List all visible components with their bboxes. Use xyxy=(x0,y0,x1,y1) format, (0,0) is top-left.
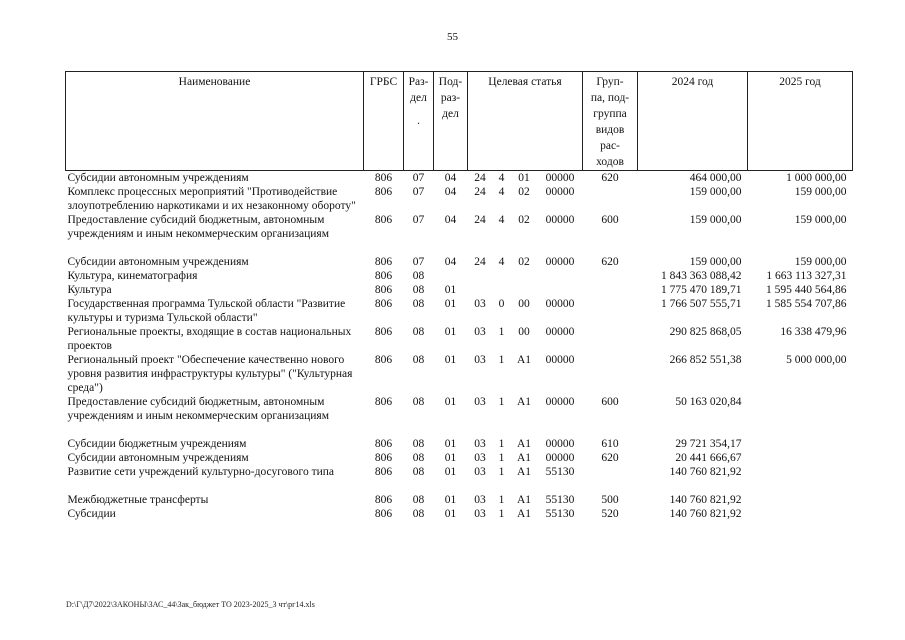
row-target-program: 03 xyxy=(474,326,486,338)
footer-file-path: D:\Г\Д7\2022\ЗАКОНЫ\ЗАС_44\Зак_бюджет ТО 2023-2025_3 чт\рг14.xls xyxy=(66,600,315,609)
row-target-program: 24 xyxy=(474,214,486,226)
row-target-type: 4 xyxy=(498,214,505,226)
row-amount-2025: 1 663 113 327,31 xyxy=(766,270,847,282)
row-razdel: 08 xyxy=(412,354,425,366)
row-expense-group: 500 xyxy=(601,494,619,506)
row-amount-2025 xyxy=(748,423,853,451)
row-expense-group xyxy=(583,353,638,395)
table-row xyxy=(66,325,853,353)
row-podrazdel: 01 xyxy=(444,494,457,506)
table-row xyxy=(66,213,853,241)
table-row xyxy=(66,507,853,521)
row-amount-2024: 290 825 868,05 xyxy=(669,326,742,338)
row-amount-2024: 20 441 666,67 xyxy=(675,452,742,464)
row-grbs: 806 xyxy=(374,508,393,520)
row-target-code: 55130 xyxy=(545,494,575,506)
table-row xyxy=(66,297,853,325)
row-razdel: 08 xyxy=(412,466,425,478)
row-podrazdel: 01 xyxy=(444,438,457,450)
table-row xyxy=(66,171,853,186)
row-amount-2024: 159 000,00 xyxy=(689,186,742,198)
table-row xyxy=(66,479,853,507)
row-name: Субсидии автономным учреждениям xyxy=(67,452,249,464)
row-target-code: 00000 xyxy=(545,452,575,464)
table-header-row xyxy=(66,72,853,171)
row-amount-2024: 29 721 354,17 xyxy=(675,438,742,450)
row-amount-2024: 50 163 020,84 xyxy=(675,396,742,408)
row-razdel: 08 xyxy=(412,508,425,520)
table-row xyxy=(66,185,853,213)
row-target-item: А1 xyxy=(516,452,532,464)
row-expense-group: 600 xyxy=(601,396,619,408)
row-expense-group xyxy=(583,283,638,297)
row-target-type: 1 xyxy=(498,326,505,338)
row-target-code: 55130 xyxy=(545,508,575,520)
row-amount-2024: 140 760 821,92 xyxy=(669,508,742,520)
row-amount-2025: 1 585 554 707,86 xyxy=(766,298,847,310)
table-row xyxy=(66,465,853,479)
row-name: Региональные проекты, входящие в состав национальных проектов xyxy=(67,326,352,352)
row-amount-2024: 159 000,00 xyxy=(689,256,742,268)
row-amount-2025: 5 000 000,00 xyxy=(786,354,847,366)
row-amount-2025 xyxy=(748,465,853,479)
table-row xyxy=(66,353,853,395)
row-target-program: 03 xyxy=(474,298,486,310)
row-amount-2024: 1 775 470 189,71 xyxy=(661,284,742,296)
row-expense-group: 520 xyxy=(601,508,619,520)
row-name: Субсидии xyxy=(67,508,116,520)
row-expense-group xyxy=(583,269,638,283)
row-target-type: 4 xyxy=(498,186,505,198)
row-target-type: 1 xyxy=(498,396,505,408)
row-expense-group xyxy=(583,297,638,325)
row-razdel: 08 xyxy=(412,396,425,408)
row-target-program: 24 xyxy=(474,256,486,268)
row-target-program: 24 xyxy=(474,172,486,184)
row-target-item: А1 xyxy=(516,354,532,366)
table-row xyxy=(66,269,853,283)
table-row xyxy=(66,423,853,451)
row-name: Субсидии автономным учреждениям xyxy=(67,256,249,268)
row-razdel: 07 xyxy=(412,186,425,198)
header-2025: 2025 год xyxy=(748,72,853,171)
row-podrazdel: 04 xyxy=(444,214,457,226)
row-target-program: 03 xyxy=(474,438,486,450)
row-name: Культура xyxy=(67,284,112,296)
row-target-item xyxy=(511,283,538,297)
row-target-type: 1 xyxy=(498,438,505,450)
header-target-article: Целевая статья xyxy=(468,72,583,171)
table-row xyxy=(66,395,853,423)
row-amount-2024: 464 000,00 xyxy=(689,172,742,184)
row-podrazdel: 04 xyxy=(444,256,457,268)
row-target-type: 0 xyxy=(498,298,505,310)
row-name: Комплекс процессных мероприятий "Противодействие злоупотреблению наркотиками и их незаконному обороту" xyxy=(67,186,356,212)
row-target-type: 1 xyxy=(498,452,505,464)
row-target-code: 00000 xyxy=(545,298,575,310)
row-podrazdel: 01 xyxy=(444,466,457,478)
row-expense-group xyxy=(583,185,638,213)
row-target-type xyxy=(493,269,511,283)
row-target-item: 01 xyxy=(518,172,530,184)
row-razdel: 08 xyxy=(412,452,425,464)
row-razdel: 08 xyxy=(412,326,425,338)
row-target-program: 03 xyxy=(474,508,486,520)
row-name: Межбюджетные трансферты xyxy=(67,494,209,506)
row-expense-group: 610 xyxy=(601,438,619,450)
row-razdel: 08 xyxy=(412,438,425,450)
row-grbs: 806 xyxy=(374,270,393,282)
row-razdel: 07 xyxy=(412,256,425,268)
row-target-program: 03 xyxy=(474,466,486,478)
row-podrazdel: 01 xyxy=(444,326,457,338)
row-amount-2025 xyxy=(748,451,853,465)
row-target-type: 4 xyxy=(498,256,505,268)
row-name: Субсидии бюджетным учреждениям xyxy=(67,438,247,450)
row-target-code: 00000 xyxy=(545,214,575,226)
row-target-code xyxy=(538,283,583,297)
header-expense-group: Груп- па, под- группа видов рас- ходов xyxy=(583,72,638,171)
row-target-item: 02 xyxy=(518,256,530,268)
page-number: 55 xyxy=(447,31,458,43)
header-name: Наименование xyxy=(66,72,364,171)
row-expense-group: 620 xyxy=(601,172,619,184)
row-grbs: 806 xyxy=(374,452,393,464)
header-2024: 2024 год xyxy=(638,72,748,171)
row-amount-2024: 266 852 551,38 xyxy=(669,354,742,366)
row-amount-2024: 140 760 821,92 xyxy=(669,466,742,478)
row-amount-2025: 159 000,00 xyxy=(794,214,847,226)
row-grbs: 806 xyxy=(374,298,393,310)
row-podrazdel: 01 xyxy=(444,284,457,296)
row-grbs: 806 xyxy=(374,284,393,296)
header-razdel: Раз- дел · xyxy=(404,72,434,171)
row-target-program: 03 xyxy=(474,494,486,506)
row-expense-group: 600 xyxy=(601,214,619,226)
row-amount-2024: 140 760 821,92 xyxy=(669,494,742,506)
row-razdel: 08 xyxy=(412,298,425,310)
row-amount-2024: 1 766 507 555,71 xyxy=(661,298,742,310)
row-podrazdel: 04 xyxy=(444,186,457,198)
row-target-type: 1 xyxy=(498,494,505,506)
row-target-program xyxy=(468,283,493,297)
row-target-type xyxy=(493,283,511,297)
row-target-item: 00 xyxy=(518,298,530,310)
row-name: Государственная программа Тульской области "Развитие культуры и туризма Тульской области" xyxy=(67,298,346,324)
row-target-item: А1 xyxy=(516,508,532,520)
row-target-type: 1 xyxy=(498,466,505,478)
row-podrazdel: 01 xyxy=(444,508,457,520)
row-name: Предоставление субсидий бюджетным, автономным учреждениям и иным некоммерческим организациям xyxy=(67,214,329,240)
row-target-program xyxy=(468,269,493,283)
row-target-item: А1 xyxy=(516,396,532,408)
row-amount-2025: 159 000,00 xyxy=(794,256,847,268)
row-grbs: 806 xyxy=(374,186,393,198)
table-row xyxy=(66,451,853,465)
row-target-program: 03 xyxy=(474,452,486,464)
row-podrazdel: 01 xyxy=(444,298,457,310)
row-razdel: 08 xyxy=(412,494,425,506)
header-podrazdel: Под- раз- дел xyxy=(434,72,468,171)
row-target-type: 4 xyxy=(498,172,505,184)
row-grbs: 806 xyxy=(374,214,393,226)
row-grbs: 806 xyxy=(374,396,393,408)
row-podrazdel: 01 xyxy=(444,354,457,366)
row-target-code: 00000 xyxy=(545,256,575,268)
row-expense-group xyxy=(583,465,638,479)
row-amount-2025 xyxy=(748,479,853,507)
row-target-item: А1 xyxy=(516,438,532,450)
row-name: Культура, кинематография xyxy=(67,270,198,282)
row-target-code: 00000 xyxy=(545,326,575,338)
header-grbs: ГРБС xyxy=(364,72,404,171)
row-target-type: 1 xyxy=(498,354,505,366)
row-target-item: А1 xyxy=(516,466,532,478)
row-target-code: 00000 xyxy=(545,396,575,408)
row-target-item xyxy=(511,269,538,283)
row-amount-2024: 1 843 363 088,42 xyxy=(661,270,742,282)
row-target-code: 55130 xyxy=(545,466,575,478)
row-target-code: 00000 xyxy=(545,172,575,184)
row-target-item: 02 xyxy=(518,186,530,198)
row-amount-2025: 16 338 479,96 xyxy=(780,326,847,338)
row-amount-2025 xyxy=(748,395,853,423)
row-grbs: 806 xyxy=(374,466,393,478)
row-target-program: 24 xyxy=(474,186,486,198)
row-podrazdel xyxy=(434,269,468,283)
budget-table xyxy=(65,71,853,521)
row-grbs: 806 xyxy=(374,354,393,366)
row-amount-2025: 159 000,00 xyxy=(794,186,847,198)
table-row xyxy=(66,283,853,297)
row-target-item: А1 xyxy=(516,494,532,506)
row-podrazdel: 01 xyxy=(444,452,457,464)
row-target-code: 00000 xyxy=(545,438,575,450)
row-podrazdel: 04 xyxy=(444,172,457,184)
row-amount-2025 xyxy=(748,507,853,521)
table-row xyxy=(66,241,853,269)
row-razdel: 08 xyxy=(412,270,425,282)
row-razdel: 08 xyxy=(412,284,425,296)
row-target-item: 00 xyxy=(518,326,530,338)
row-amount-2024: 159 000,00 xyxy=(689,214,742,226)
row-target-code: 00000 xyxy=(545,186,575,198)
row-amount-2025: 1 000 000,00 xyxy=(786,172,847,184)
row-razdel: 07 xyxy=(412,172,425,184)
row-target-code: 00000 xyxy=(545,354,575,366)
row-target-code xyxy=(538,269,583,283)
row-grbs: 806 xyxy=(374,256,393,268)
row-name: Предоставление субсидий бюджетным, автономным учреждениям и иным некоммерческим организациям xyxy=(67,396,329,422)
row-grbs: 806 xyxy=(374,494,393,506)
row-expense-group: 620 xyxy=(601,452,619,464)
row-name: Субсидии автономным учреждениям xyxy=(67,172,249,184)
row-expense-group: 620 xyxy=(601,256,619,268)
row-target-program: 03 xyxy=(474,354,486,366)
row-expense-group xyxy=(583,325,638,353)
row-name: Развитие сети учреждений культурно-досугового типа xyxy=(67,466,335,478)
row-grbs: 806 xyxy=(374,326,393,338)
row-razdel: 07 xyxy=(412,214,425,226)
row-amount-2025: 1 595 440 564,86 xyxy=(766,284,847,296)
row-grbs: 806 xyxy=(374,172,393,184)
row-target-item: 02 xyxy=(518,214,530,226)
row-name: Региональный проект "Обеспечение качественно нового уровня развития инфраструктуры культуры" ("Культурная среда") xyxy=(67,354,353,394)
row-podrazdel: 01 xyxy=(444,396,457,408)
row-target-type: 1 xyxy=(498,508,505,520)
row-grbs: 806 xyxy=(374,438,393,450)
row-target-program: 03 xyxy=(474,396,486,408)
